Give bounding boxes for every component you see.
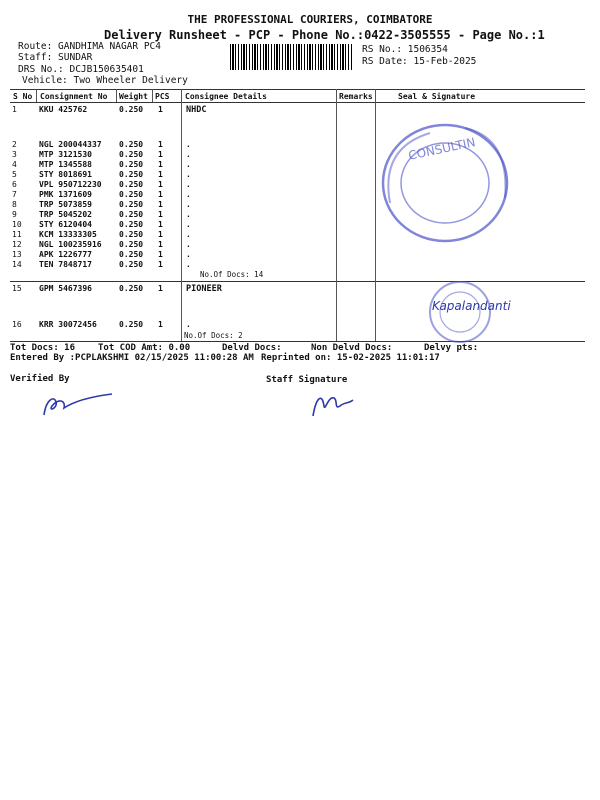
row-consignment: KKU 425762	[39, 105, 88, 114]
row-mark: .	[186, 230, 191, 239]
row-pcs: 1	[158, 220, 163, 229]
col-divider	[336, 89, 337, 341]
company-seal-stamp	[370, 108, 520, 258]
row-pcs: 1	[158, 190, 163, 199]
runsheet-title: Delivery Runsheet - PCP - Phone No.:0422-3505555 - Page No.:1	[104, 28, 545, 42]
col-divider	[181, 89, 182, 341]
col-divider	[36, 89, 37, 102]
row-weight: 0.250	[119, 260, 144, 269]
row-weight: 0.250	[119, 190, 144, 199]
row-mark: .	[186, 250, 191, 259]
verified-by-label: Verified By	[10, 374, 70, 384]
staff-signature	[308, 386, 358, 421]
row-mark: .	[186, 180, 191, 189]
col-consignment: Consignment No	[40, 92, 108, 101]
row-consignment: VPL 950712230	[39, 180, 102, 189]
consignee-name: NHDC	[186, 105, 207, 115]
reprinted-on: Reprinted on: 15-02-2025 11:01:17	[261, 353, 440, 363]
row-sno: 13	[12, 250, 22, 259]
row-consignment: APK 1226777	[39, 250, 92, 259]
col-divider	[116, 89, 117, 102]
col-weight: Weight	[119, 92, 148, 101]
no-of-docs: No.Of Docs: 2	[184, 331, 243, 340]
verified-by-signature	[36, 390, 116, 420]
row-pcs: 1	[158, 284, 163, 293]
svg-text:Kapalandanti: Kapalandanti	[432, 299, 511, 313]
delvd-docs: Delvd Docs:	[222, 343, 282, 353]
row-pcs: 1	[158, 240, 163, 249]
row-consignment: NGL 100235916	[39, 240, 102, 249]
pioneer-seal-stamp	[420, 280, 540, 350]
row-mark: .	[186, 140, 191, 149]
row-consignment: GPM 5467396	[39, 284, 92, 293]
row-consignment: KCM 13333305	[39, 230, 97, 239]
col-remarks: Remarks	[339, 92, 373, 101]
delvy-pts: Delvy pts:	[424, 343, 479, 353]
row-sno: 12	[12, 240, 22, 249]
row-consignment: STY 6120404	[39, 220, 92, 229]
row-sno: 2	[12, 140, 17, 149]
row-weight: 0.250	[119, 160, 144, 169]
row-weight: 0.250	[119, 180, 144, 189]
row-sno: 8	[12, 200, 17, 209]
row-consignment: MTP 1345588	[39, 160, 92, 169]
row-pcs: 1	[158, 320, 163, 329]
row-weight: 0.250	[119, 140, 144, 149]
row-pcs: 1	[158, 260, 163, 269]
row-sno: 14	[12, 260, 22, 269]
row-mark: .	[186, 220, 191, 229]
staff-signature-label: Staff Signature	[266, 375, 348, 385]
no-of-docs: No.Of Docs: 14	[200, 270, 264, 279]
barcode	[230, 44, 352, 70]
row-pcs: 1	[158, 200, 163, 209]
row-weight: 0.250	[119, 240, 144, 249]
row-mark: .	[186, 170, 191, 179]
row-sno: 16	[12, 320, 22, 329]
row-sno: 9	[12, 210, 17, 219]
staff: Staff: SUNDAR	[18, 52, 93, 63]
col-sno: S No	[13, 92, 33, 101]
row-pcs: 1	[158, 105, 163, 114]
table-top-line	[10, 89, 585, 90]
row-weight: 0.250	[119, 220, 144, 229]
row-mark: .	[186, 320, 191, 329]
row-weight: 0.250	[119, 210, 144, 219]
tot-cod: Tot COD Amt: 0.00	[98, 343, 191, 353]
rs-number: RS No.: 1506354	[362, 44, 448, 55]
row-mark: .	[186, 240, 191, 249]
col-pcs: PCS	[155, 92, 170, 101]
route: Route: GANDHIMA NAGAR PC4	[18, 41, 161, 52]
row-weight: 0.250	[119, 200, 144, 209]
drs-number: DRS No.: DCJB150635401	[18, 64, 144, 75]
row-sno: 6	[12, 180, 17, 189]
row-pcs: 1	[158, 150, 163, 159]
non-delvd-docs: Non Delvd Docs:	[311, 343, 393, 353]
row-weight: 0.250	[119, 230, 144, 239]
row-sno: 11	[12, 230, 22, 239]
row-mark: .	[186, 210, 191, 219]
row-pcs: 1	[158, 210, 163, 219]
row-weight: 0.250	[119, 284, 144, 293]
row-weight: 0.250	[119, 170, 144, 179]
row-pcs: 1	[158, 170, 163, 179]
company-name: THE PROFESSIONAL COURIERS, COIMBATORE	[187, 13, 433, 26]
row-consignment: TEN 7848717	[39, 260, 92, 269]
vehicle: Vehicle: Two Wheeler Delivery	[22, 75, 188, 86]
row-sno: 15	[12, 284, 22, 293]
row-weight: 0.250	[119, 150, 144, 159]
row-mark: .	[186, 260, 191, 269]
row-mark: .	[186, 150, 191, 159]
row-consignment: TRP 5045202	[39, 210, 92, 219]
col-consignee: Consignee Details	[185, 92, 267, 101]
row-consignment: MTP 3121530	[39, 150, 92, 159]
row-pcs: 1	[158, 180, 163, 189]
col-divider	[152, 89, 153, 102]
svg-text:CONSULTIN: CONSULTIN	[407, 134, 477, 163]
consignee-name: PIONEER	[186, 284, 222, 294]
row-consignment: STY 8018691	[39, 170, 92, 179]
row-sno: 7	[12, 190, 17, 199]
row-consignment: NGL 200044337	[39, 140, 102, 149]
row-sno: 4	[12, 160, 17, 169]
entered-by: Entered By :PCPLAKSHMI 02/15/2025 11:00:28 AM	[10, 353, 254, 363]
col-seal: Seal & Signature	[398, 92, 476, 101]
row-pcs: 1	[158, 140, 163, 149]
row-pcs: 1	[158, 230, 163, 239]
row-sno: 10	[12, 220, 22, 229]
row-sno: 3	[12, 150, 17, 159]
row-mark: .	[186, 200, 191, 209]
row-sno: 1	[12, 105, 17, 114]
row-sno: 5	[12, 170, 17, 179]
rs-date: RS Date: 15-Feb-2025	[362, 56, 477, 67]
row-weight: 0.250	[119, 105, 144, 114]
row-mark: .	[186, 160, 191, 169]
row-consignment: TRP 5073859	[39, 200, 92, 209]
row-weight: 0.250	[119, 250, 144, 259]
tot-docs: Tot Docs: 16	[10, 343, 76, 353]
row-pcs: 1	[158, 250, 163, 259]
row-consignment: KRR 30072456	[39, 320, 97, 329]
table-head-line	[10, 102, 585, 103]
row-pcs: 1	[158, 160, 163, 169]
row-consignment: PMK 1371609	[39, 190, 92, 199]
row-mark: .	[186, 190, 191, 199]
row-weight: 0.250	[119, 320, 144, 329]
